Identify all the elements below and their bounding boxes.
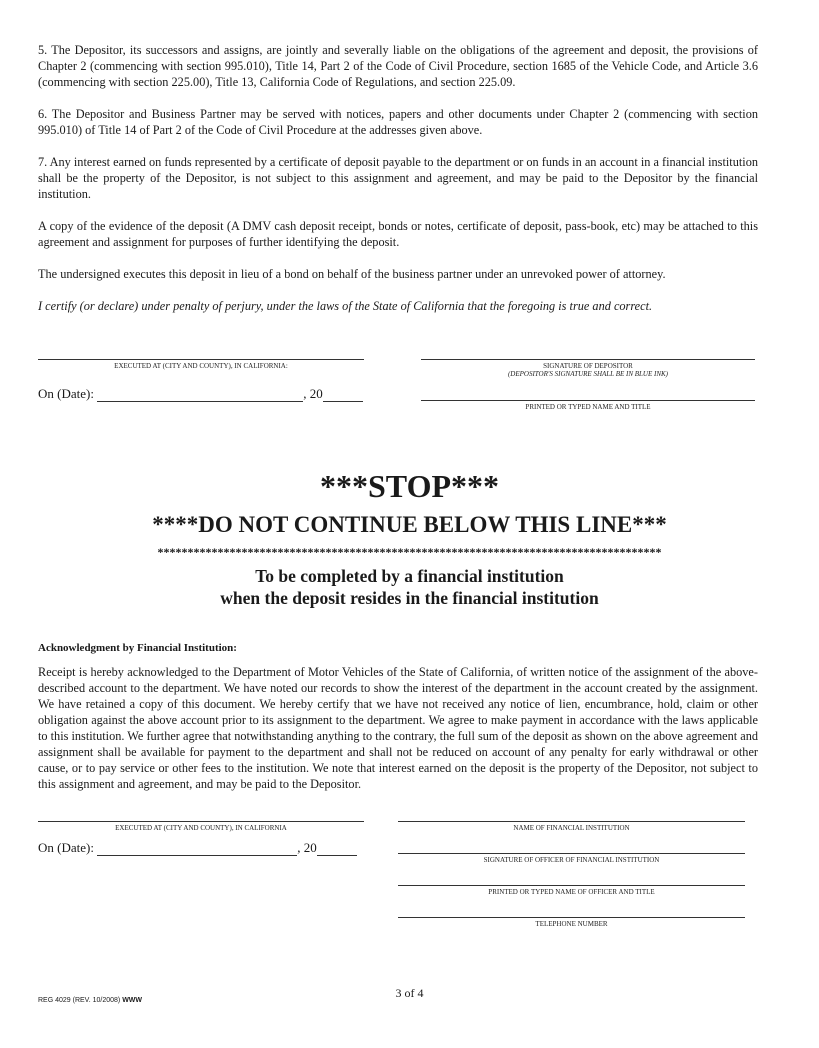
form-number: REG 4029 (REV. 10/2008) [38, 997, 121, 1004]
acknowledgment-body: Receipt is hereby acknowledged to the Department of Motor Vehicles of the State of California, of written notice of the assignment of the above-described account to the department. We have noted our records to show the interest of the department in the account created by the assignment. We have retained a copy of this document. We hereby certify that we have not received any notice of lien, encumbrance, hold, claim or other obligation against the above account prior to its assignment to the department. We agree to make payment in accordance with the laws applicable to this institution. We further agree that notwithstanding anything to the contrary, the full sum of the deposit as shown on the above agreement and assignment shall be available for payment to the department and shall not be reduced on account of any penalty for early withdrawal or other cause, or to pay service or other fees to the institution. We note that interest earned on the deposit is the property of the Depositor, not subject to this assignment and agreement, and may be paid to the Depositor. [38, 665, 758, 791]
undersigned-paragraph: The undersigned executes this deposit in lieu of a bond on behalf of the business partner under an unrevoked power of attorney. [38, 267, 666, 281]
page-number: 3 of 4 [395, 986, 424, 1000]
stop-heading: ***STOP*** [320, 468, 499, 504]
paragraph-7: 7. Any interest earned on funds represented by a certificate of deposit payable to the department or on funds in an account in a financial institution shall be the property of the Depositor, is not subject to this assignment and agreement, and may be paid to the Depositor by the financial institution. [38, 155, 758, 201]
on-date-row-1 [38, 386, 363, 402]
www-mark: WWW [122, 997, 143, 1004]
telephone-caption: TELEPHONE NUMBER [535, 920, 608, 928]
year-field[interactable] [323, 389, 363, 402]
executed-at-field-line[interactable] [38, 359, 364, 360]
financial-institution-subtitle-2: when the deposit resides in the financial institution [220, 588, 599, 608]
on-date-row-2 [38, 840, 357, 856]
certify-statement: I certify (or declare) under penalty of perjury, under the laws of the State of California that the foregoing is true and correct. [38, 299, 653, 313]
executed-at-field-line-2[interactable] [38, 821, 364, 822]
executed-at-caption-2: EXECUTED AT (CITY AND COUNTY), IN CALIFORNIA [115, 824, 287, 832]
date-field-2[interactable] [97, 843, 297, 856]
officer-signature-caption: SIGNATURE OF OFFICER OF FINANCIAL INSTITUTION [483, 856, 660, 864]
depositor-signature-caption: SIGNATURE OF DEPOSITOR [543, 362, 633, 370]
financial-institution-subtitle-1: To be completed by a financial institution [255, 566, 564, 586]
executed-at-caption: EXECUTED AT (CITY AND COUNTY), IN CALIFORNIA: [114, 362, 288, 370]
year-prefix: , 20 [303, 386, 323, 401]
printed-name-caption: PRINTED OR TYPED NAME AND TITLE [525, 403, 651, 411]
year-field-2[interactable] [317, 843, 357, 856]
on-date-label-2: On (Date): [38, 840, 94, 855]
printed-name-line[interactable] [421, 400, 755, 401]
acknowledgment-title: Acknowledgment by Financial Institution: [38, 642, 237, 654]
copy-of-evidence-paragraph: A copy of the evidence of the deposit (A DMV cash deposit receipt, bonds or notes, certificate of deposit, pass-book, etc) may be attached to this agreement and assignment for purposes of further identifying the deposit. [38, 219, 758, 249]
date-field[interactable] [97, 389, 303, 402]
year-prefix-2: , 20 [297, 840, 317, 855]
on-date-label: On (Date): [38, 386, 94, 401]
asterisk-divider: ************************************************************************************ [157, 545, 662, 559]
officer-signature-line[interactable] [398, 853, 745, 854]
depositor-signature-note: (DEPOSITOR'S SIGNATURE SHALL BE IN BLUE INK) [507, 370, 669, 378]
depositor-signature-line[interactable] [421, 359, 755, 360]
paragraph-6: 6. The Depositor and Business Partner may be served with notices, papers and other documents under Chapter 2 (commencing with section 995.010) of Title 14 of Part 2 of the Code of Civil Procedure at the addresses given above. [38, 107, 758, 137]
telephone-line[interactable] [398, 917, 745, 918]
institution-name-line[interactable] [398, 821, 745, 822]
institution-name-caption: NAME OF FINANCIAL INSTITUTION [513, 824, 630, 832]
officer-name-caption: PRINTED OR TYPED NAME OF OFFICER AND TITLE [488, 888, 655, 896]
paragraph-5: 5. The Depositor, its successors and assigns, are jointly and severally liable on the obligations of the agreement and deposit, the provisions of Chapter 2 (commencing with section 995.010), Title 14, Part 2 of the Code of Civil Procedure, section 1685 of the Vehicle Code, and Article 3.6 (commencing with section 225.00), Title 13, California Code of Regulations, and section 225.09. [38, 43, 758, 89]
officer-name-line[interactable] [398, 885, 745, 886]
do-not-continue-heading: ****DO NOT CONTINUE BELOW THIS LINE*** [152, 512, 667, 537]
